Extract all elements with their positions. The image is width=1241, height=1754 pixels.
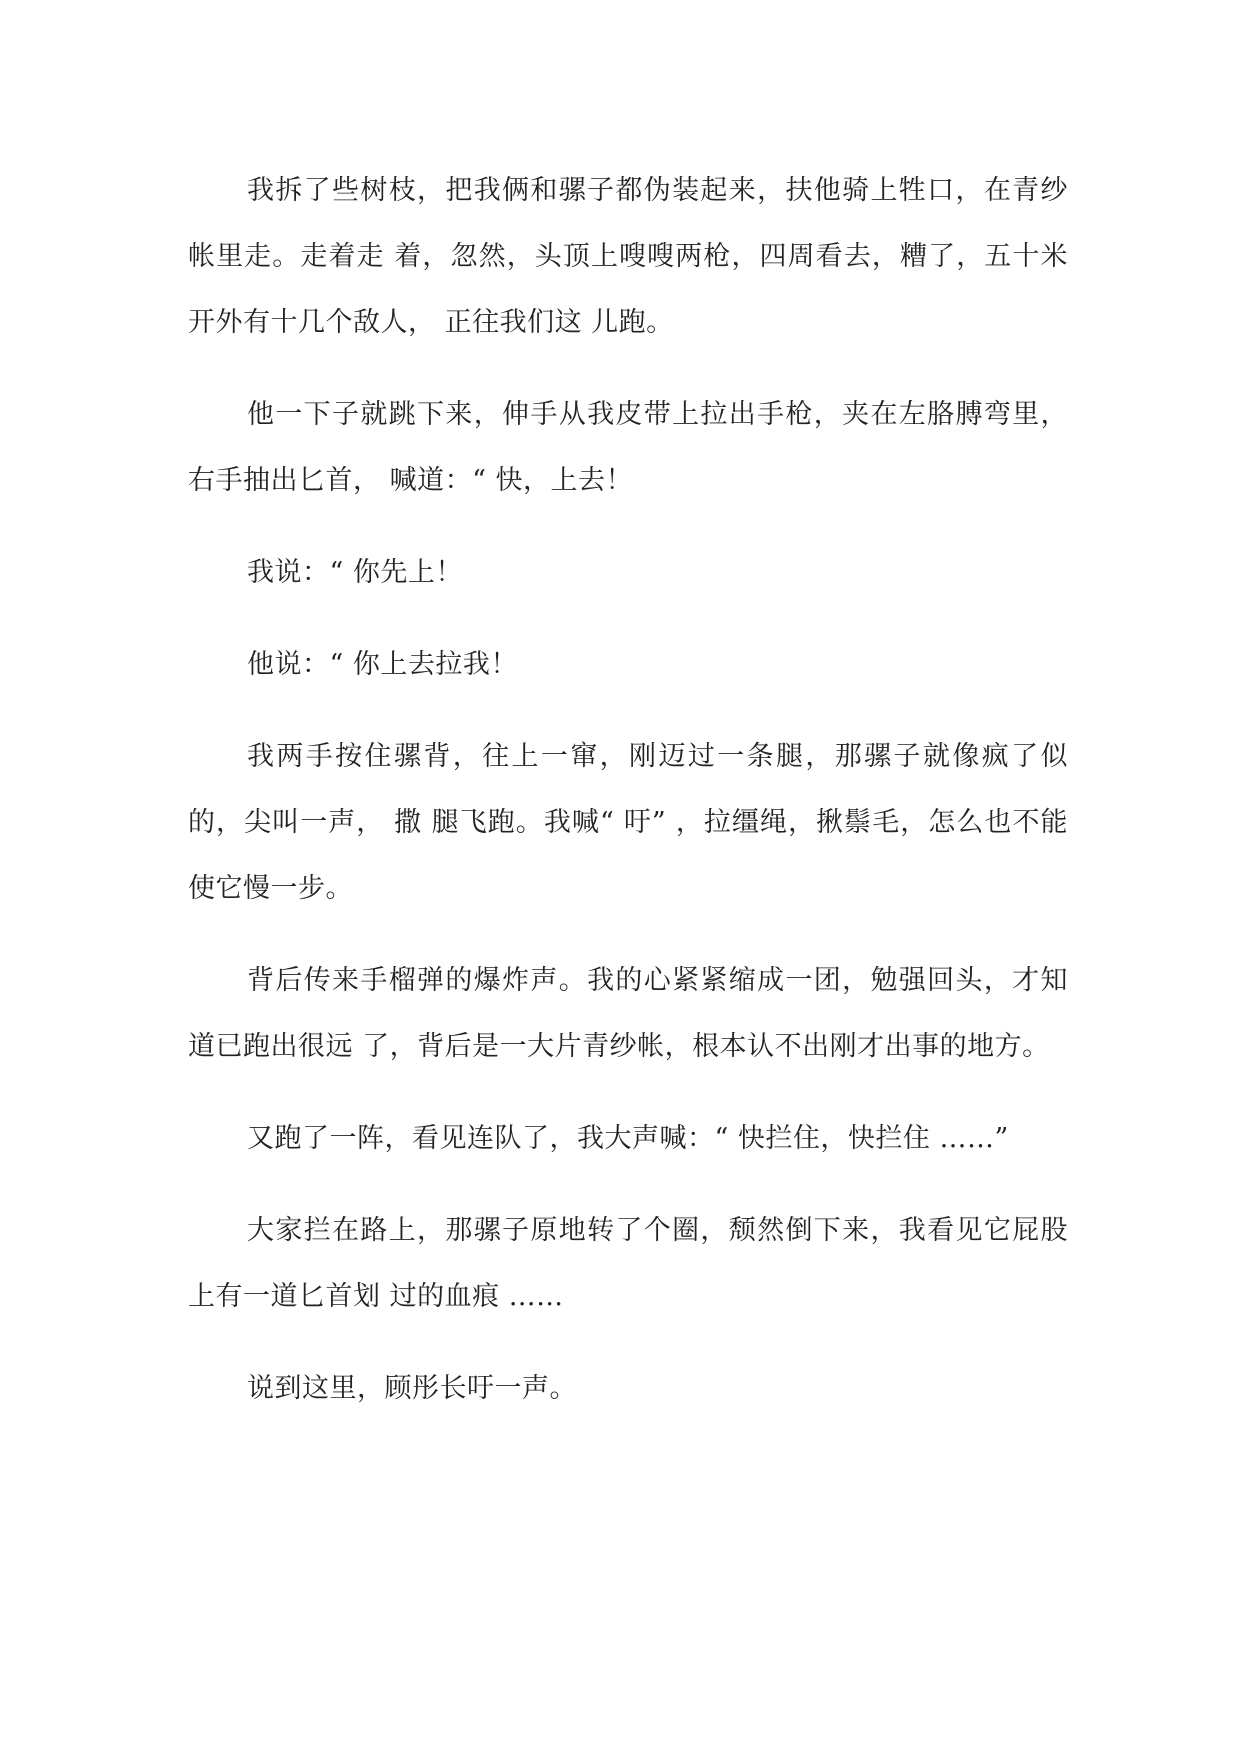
paragraph-1: 我拆了些树枝，把我俩和骡子都伪装起来，扶他骑上牲口，在青纱帐里走。走着走 着，忽然，头顶上嗖嗖两枪，四周看去，糟了，五十米开外有十几个敌人， 正往我们这 儿跑。: [188, 175, 1068, 338]
paragraph-2: 他一下子就跳下来，伸手从我皮带上拉出手枪，夹在左胳膊弯里，右手抽出匕首， 喊道：“ 快，上去！: [188, 399, 1068, 496]
article-body: [188, 158, 1068, 1422]
paragraph-7: 又跑了一阵，看见连队了，我大声喊：“ 快拦住，快拦住 ……”: [247, 1123, 1009, 1154]
paragraph-5: 我两手按住骡背，往上一窜，刚迈过一条腿，那骡子就像疯了似的，尖叫一声， 撒 腿飞跑。我喊“ 吁” ，拉缰绳，揪鬃毛，怎么也不能使它慢一步。: [188, 741, 1068, 904]
paragraph-4: 他说：“ 你上去拉我！: [247, 649, 518, 680]
paragraph-8: 大家拦在路上，那骡子原地转了个圈，颓然倒下来，我看见它屁股上有一道匕首划 过的血痕 ……: [188, 1215, 1068, 1312]
paragraph-6: 背后传来手榴弹的爆炸声。我的心紧紧缩成一团，勉强回头，才知道已跑出很远 了，背后是一大片青纱帐，根本认不出刚才出事的地方。: [188, 965, 1068, 1062]
paragraph-3: 我说：“ 你先上！: [247, 557, 463, 588]
paragraph-9: 说到这里，顾彤长吁一声。: [247, 1373, 577, 1404]
